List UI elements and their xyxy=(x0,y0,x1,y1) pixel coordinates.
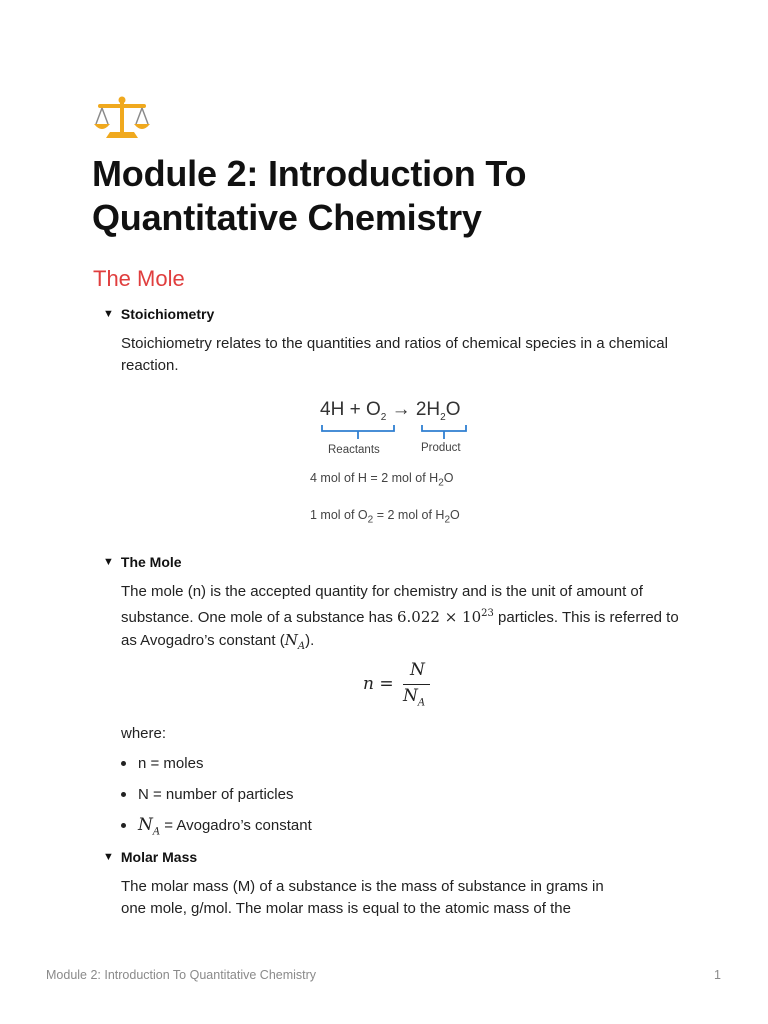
reaction-figure xyxy=(300,395,500,530)
footer-document-title: Module 2: Introduction To Quantitative Chemistry xyxy=(46,968,317,982)
molar-mass-paragraph: The molar mass (M) of a substance is the mass of substance in grams in one mole, g/mol. The molar mass is equal to the atomic mass of the xyxy=(121,878,604,917)
mole-ratio-line-1: 4 mol of H = 2 mol of $H_2O$ xyxy=(310,471,454,489)
mole-paragraph: The mole (n) is the accepted quantity for chemistry and is the unit of amount of substance. One mole of a substance has $6.022 \times 10^{23}$ particles. This is referred to as Avogadro’s constant $(N_A)$. xyxy=(121,583,679,652)
arrow-icon: → xyxy=(391,399,411,420)
mole-formula: n = N $N_A$ xyxy=(363,660,443,710)
stoichiometry-paragraph: Stoichiometry relates to the quantities and ratios of chemical species in a chemical reaction. xyxy=(121,335,668,374)
triangle-down-icon[interactable]: ▼ xyxy=(103,851,114,863)
section-heading-the-mole: The Mole xyxy=(93,266,185,291)
footer-page-number: 1 xyxy=(714,968,721,982)
list-item: $N_A$ = Avogadro’s constant xyxy=(121,815,312,837)
toggle-label: The Mole xyxy=(120,554,182,570)
reaction-equation: $4H + O_2 \to 2H_2O$ xyxy=(320,399,461,423)
toggle-label: Stoichiometry xyxy=(120,306,215,322)
toggle-the-mole[interactable] xyxy=(103,554,182,570)
mole-ratio-line-2: 1 mol of $O_2 = 2$ mol of $H_2O$ xyxy=(310,508,460,526)
product-label: Product xyxy=(421,442,461,454)
toggle-molar-mass[interactable] xyxy=(103,849,197,865)
triangle-down-icon[interactable]: ▼ xyxy=(103,556,114,568)
toggle-label: Molar Mass xyxy=(120,849,198,865)
balance-scale-icon xyxy=(92,96,152,142)
avogadro-number: $6.022 \times 10^{23}$ xyxy=(397,608,494,626)
where-label: where: xyxy=(121,725,167,742)
avogadro-symbol: $N_A$ xyxy=(284,631,306,652)
list-item: N = number of particles xyxy=(121,786,294,803)
toggle-stoichiometry[interactable] xyxy=(103,306,214,322)
reactants-bracket xyxy=(300,423,500,441)
page-title: Module 2: Introduction To Quantitative Chemistry xyxy=(92,153,527,238)
triangle-down-icon[interactable]: ▼ xyxy=(103,308,114,320)
reactants-label: Reactants xyxy=(328,444,380,456)
list-item: n = moles xyxy=(121,755,203,772)
